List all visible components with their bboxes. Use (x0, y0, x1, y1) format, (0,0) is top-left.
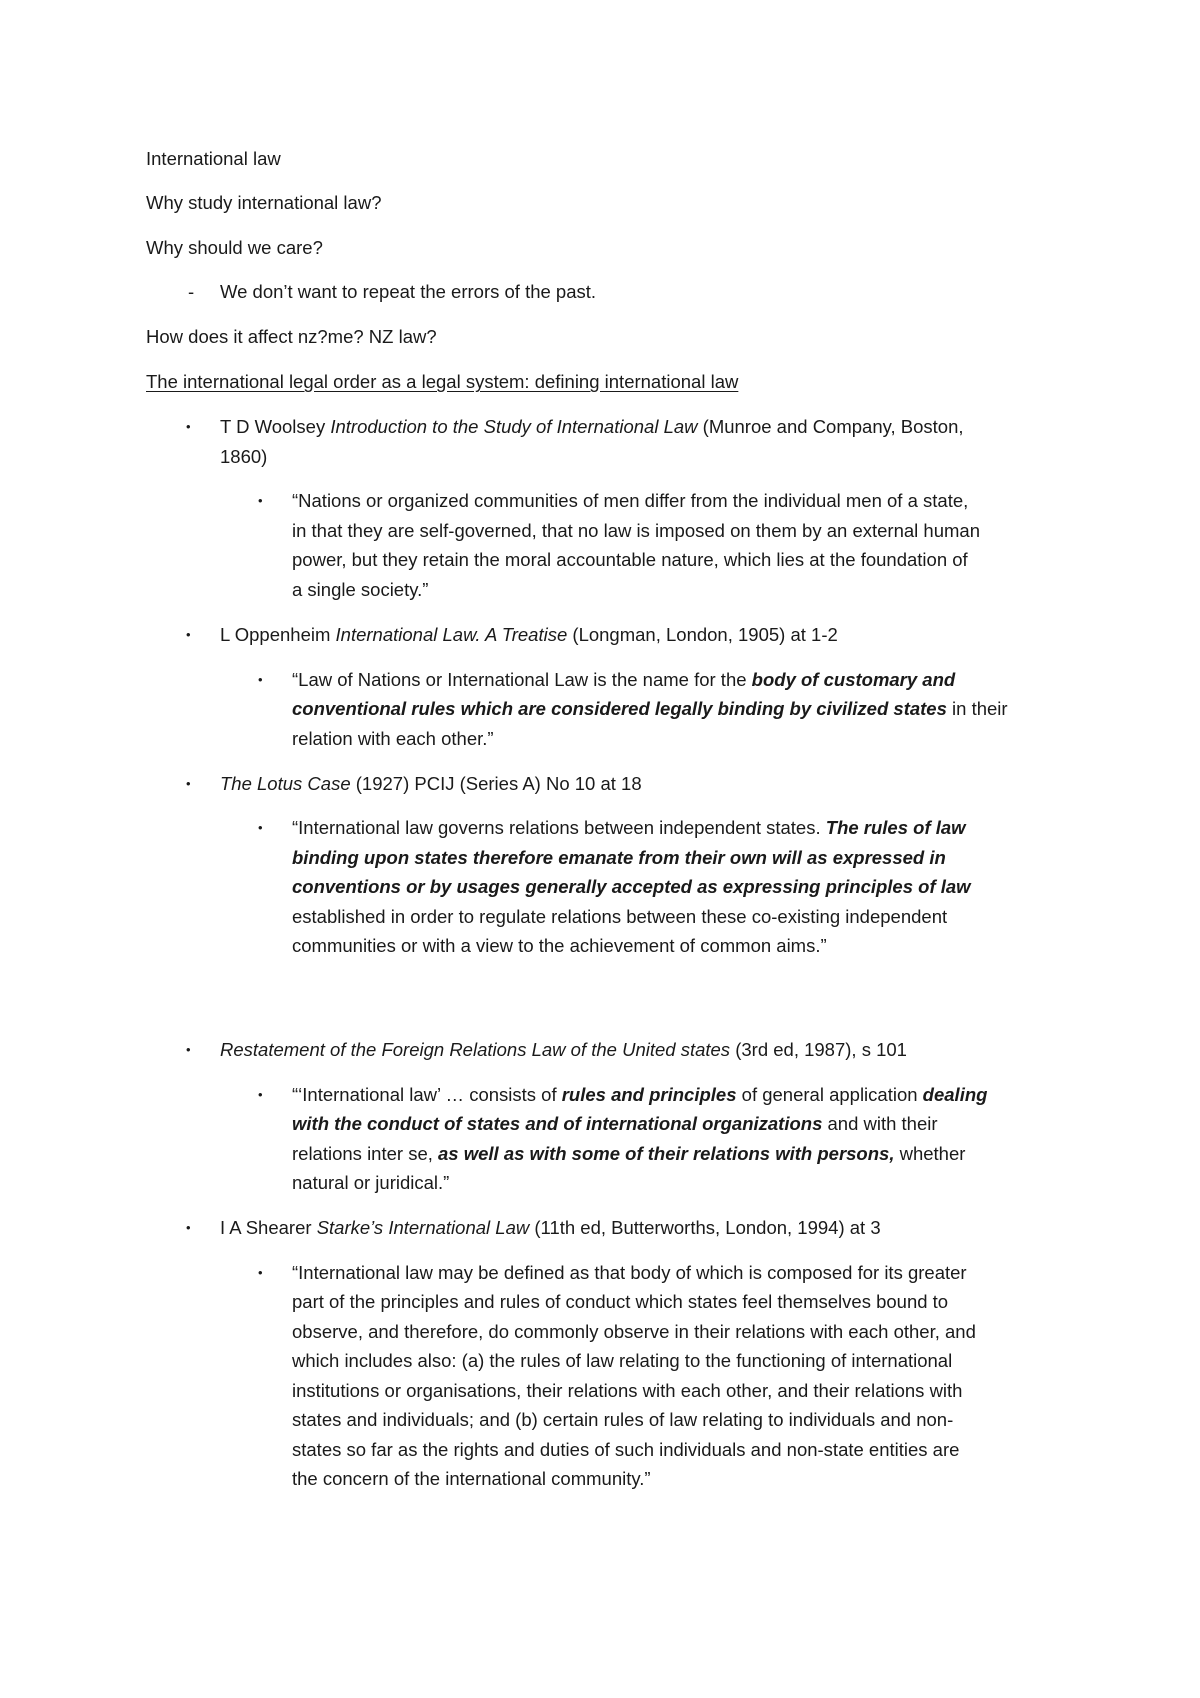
quote-text: of general application (736, 1084, 923, 1105)
bullet-marker: • (186, 1042, 191, 1057)
case-citation: (1927) PCIJ (Series A) No 10 at 18 (350, 773, 642, 794)
quote-line: power, but they retain the moral accountable nature, which lies at the foundation of (292, 549, 968, 570)
quote-emphasis: rules and principles (561, 1084, 737, 1105)
answer-errors-past: We don’t want to repeat the errors of the past. (220, 281, 597, 302)
quote-emphasis: binding upon states therefore emanate from their own will as expressed in (292, 847, 946, 868)
section-heading: The international legal order as a legal system: defining international law (146, 371, 739, 392)
quote-line: relation with each other.” (292, 728, 494, 749)
work-title: Starke’s International Law (316, 1217, 530, 1238)
quote-line: in that they are self-governed, that no law is imposed on them by an external human (292, 520, 980, 541)
quote-line: communities or with a view to the achievement of common aims.” (292, 935, 827, 956)
quote-text: and with their (822, 1113, 938, 1134)
quote-text: whether (894, 1143, 966, 1164)
author: T D Woolsey (220, 416, 331, 437)
quote-line: “Nations or organized communities of men differ from the individual men of a state, (292, 490, 969, 511)
quote-line: “International law may be defined as that body of which is composed for its greater (292, 1262, 967, 1283)
publication: (11th ed, Butterworths, London, 1994) at 3 (529, 1217, 881, 1238)
quote-line: which includes also: (a) the rules of law relating to the functioning of international (292, 1350, 953, 1371)
quote-line (292, 813, 966, 843)
question-nz-law: How does it affect nz?me? NZ law? (146, 326, 437, 347)
quote-line: established in order to regulate relations between these co-existing independent (292, 906, 948, 927)
bullet-marker: • (186, 1220, 191, 1235)
bullet-marker: • (258, 493, 263, 508)
work-title: Restatement of the Foreign Relations Law of the United states (220, 1039, 731, 1060)
question-why-care: Why should we care? (146, 237, 323, 258)
publication: (Munroe and Company, Boston, (697, 416, 964, 437)
quote-line: states so far as the rights and duties of such individuals and non-state entities are (292, 1439, 960, 1460)
citation-oppenheim (220, 620, 838, 650)
quote-emphasis: as well as with some of their relations with persons, (438, 1143, 895, 1164)
bullet-marker: • (258, 820, 263, 835)
citation-shearer (220, 1213, 881, 1243)
quote-emphasis: conventional rules which are considered legally binding by civilized states (292, 698, 947, 719)
quote-line (292, 694, 1008, 724)
quote-line (292, 1109, 938, 1139)
citation-lotus (220, 769, 642, 799)
quote-emphasis: The rules of law (825, 817, 966, 838)
case-name: The Lotus Case (220, 773, 351, 794)
bullet-marker: • (258, 1087, 263, 1102)
quote-text: “International law governs relations between independent states. (292, 817, 826, 838)
quote-line (292, 1139, 965, 1169)
quote-line (292, 665, 955, 695)
quote-line (292, 872, 971, 902)
quote-text: relations inter se, (292, 1143, 439, 1164)
quote-line: part of the principles and rules of conduct which states feel themselves bound to (292, 1291, 949, 1312)
publication: (3rd ed, 1987), s 101 (730, 1039, 907, 1060)
quote-text: in their (946, 698, 1008, 719)
quote-emphasis: body of customary and (751, 669, 956, 690)
quote-line: states and individuals; and (b) certain rules of law relating to individuals and non- (292, 1409, 954, 1430)
quote-line (292, 1080, 987, 1110)
citation-restatement (220, 1035, 907, 1065)
quote-line: a single society.” (292, 579, 429, 600)
author: I A Shearer (220, 1217, 317, 1238)
quote-text: “Law of Nations or International Law is the name for the (292, 669, 752, 690)
bullet-marker: • (258, 1265, 263, 1280)
quote-line: natural or juridical.” (292, 1172, 450, 1193)
citation-woolsey (220, 412, 964, 442)
citation-woolsey-year: 1860) (220, 446, 268, 467)
work-title: Introduction to the Study of International Law (330, 416, 698, 437)
quote-text: “‘International law’ … consists of (292, 1084, 562, 1105)
bullet-marker: • (186, 776, 191, 791)
doc-title: International law (146, 148, 281, 169)
quote-line: institutions or organisations, their relations with each other, and their relations with (292, 1380, 963, 1401)
publication: (Longman, London, 1905) at 1-2 (567, 624, 838, 645)
bullet-marker: • (186, 627, 191, 642)
dash-marker: - (188, 281, 195, 302)
quote-line: the concern of the international community.” (292, 1468, 651, 1489)
quote-line (292, 843, 946, 873)
quote-emphasis: dealing (922, 1084, 988, 1105)
author: L Oppenheim (220, 624, 336, 645)
bullet-marker: • (186, 419, 191, 434)
quote-emphasis: conventions or by usages generally accepted as expressing principles of law (292, 876, 971, 897)
quote-line: observe, and therefore, do commonly observe in their relations with each other, and (292, 1321, 976, 1342)
question-why-study: Why study international law? (146, 192, 382, 213)
work-title: International Law. A Treatise (335, 624, 568, 645)
quote-emphasis: with the conduct of states and of international organizations (292, 1113, 823, 1134)
bullet-marker: • (258, 672, 263, 687)
